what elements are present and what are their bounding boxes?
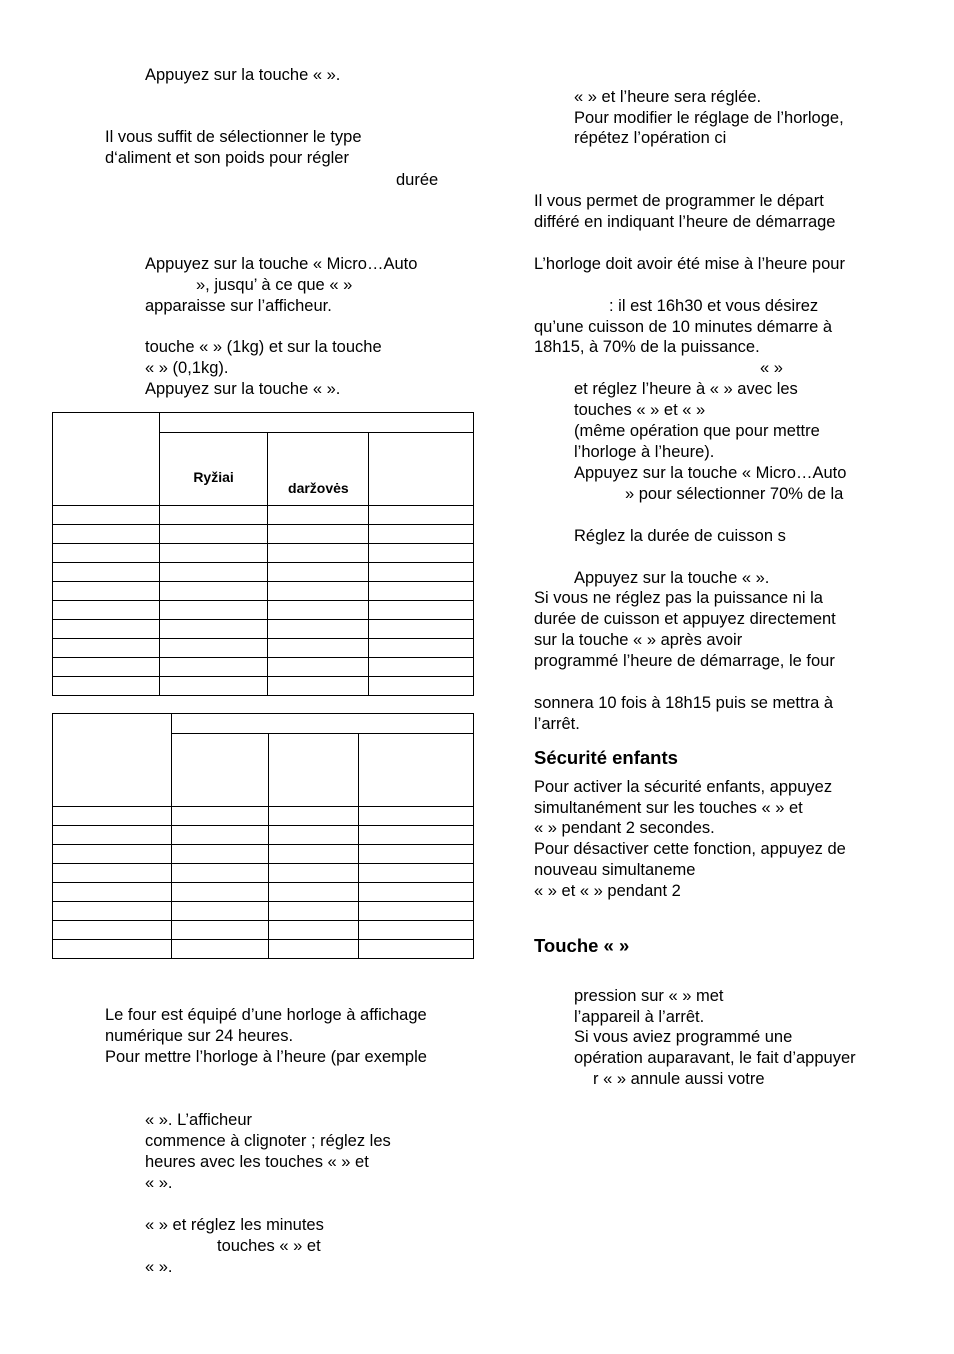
table-row xyxy=(53,921,474,940)
auto-step-1-line-3: apparaisse sur l’afficheur. xyxy=(145,297,332,315)
table-row xyxy=(53,883,474,902)
delay-example-line-3: 18h15, à 70% de la puissance. xyxy=(534,338,760,356)
stop-key-line-4: opération auparavant, le fait d’appuyer xyxy=(574,1049,856,1067)
column-header-vegetables: daržovės xyxy=(268,433,369,506)
delay-step-1-line-3: touches « » et « » xyxy=(574,401,706,419)
auto-cook-table-2 xyxy=(52,713,474,959)
clock-step-3-line-1: « » et l’heure sera réglée. xyxy=(574,88,762,106)
child-safety-line-5: nouveau simultaneme xyxy=(534,861,696,879)
table-header-cell xyxy=(53,413,160,506)
clock-step-1-line-3: heures avec les touches « » et xyxy=(145,1153,369,1171)
delay-note-2-line-2: durée de cuisson et appuyez directement xyxy=(534,610,836,628)
table-header-cell xyxy=(369,433,474,506)
delay-intro-line-1: Il vous permet de programmer le départ xyxy=(534,192,824,210)
instruction-press-key-1: Appuyez sur la touche « ». xyxy=(145,66,341,84)
auto-step-1-line-2: », jusqu’ à ce que « » xyxy=(196,276,353,294)
table-row xyxy=(53,544,474,563)
delay-step-2-line-2: » pour sélectionner 70% de la xyxy=(625,485,844,503)
clock-step-2-line-2: touches « » et xyxy=(217,1237,321,1255)
delay-step-1-line-5: l’horloge à l’heure). xyxy=(574,443,715,461)
clock-step-2-line-1: « » et réglez les minutes xyxy=(145,1216,324,1234)
delay-step-3: Réglez la durée de cuisson s xyxy=(574,527,786,545)
table-row xyxy=(53,639,474,658)
section-heading-stop-key: Touche « » xyxy=(534,935,630,956)
delay-example-line-2: qu’une cuisson de 10 minutes démarre à xyxy=(534,318,833,336)
stop-key-line-3: Si vous aviez programmé une xyxy=(574,1028,793,1046)
table-row xyxy=(53,902,474,921)
table-row xyxy=(53,864,474,883)
column-header-rice: Ryžiai xyxy=(159,433,268,506)
auto-step-2-line-2: « » (0,1kg). xyxy=(145,359,229,377)
child-safety-line-6: « » et « » pendant 2 xyxy=(534,882,681,900)
delay-note: L’horloge doit avoir été mise à l’heure pour xyxy=(534,255,845,273)
delay-example-line-1: : il est 16h30 et vous désirez xyxy=(609,297,819,315)
table-header-cell xyxy=(359,734,474,807)
clock-step-2-line-3: « ». xyxy=(145,1258,173,1276)
table-row xyxy=(53,826,474,845)
clock-step-3-line-2: Pour modifier le réglage de l’horloge, xyxy=(574,109,844,127)
table-row xyxy=(53,807,474,826)
table-row xyxy=(53,940,474,959)
child-safety-line-4: Pour désactiver cette fonction, appuyez de xyxy=(534,840,846,858)
delay-step-1-line-2: et réglez l’heure à « » avec les xyxy=(574,380,798,398)
table-header-cell xyxy=(171,714,473,734)
table-row xyxy=(53,601,474,620)
auto-step-2-line-3: Appuyez sur la touche « ». xyxy=(145,380,341,398)
stop-key-line-2: l’appareil à l’arrêt. xyxy=(574,1008,705,1026)
clock-step-1-line-4: « ». xyxy=(145,1174,173,1192)
auto-cook-table-1 xyxy=(52,412,474,696)
delay-step-1-line-4: (même opération que pour mettre xyxy=(574,422,820,440)
table-row xyxy=(53,525,474,544)
child-safety-line-3: « » pendant 2 secondes. xyxy=(534,819,715,837)
table-row xyxy=(53,620,474,639)
table-header-cell xyxy=(53,714,172,807)
clock-step-3-line-3: répétez l’opération ci xyxy=(574,129,727,147)
stop-key-line-1: pression sur « » met xyxy=(574,987,724,1005)
child-safety-line-2: simultanément sur les touches « » et xyxy=(534,799,803,817)
delay-step-2-line-1: Appuyez sur la touche « Micro…Auto xyxy=(574,464,847,482)
delay-note-3-line-1: sonnera 10 fois à 18h15 puis se mettra à xyxy=(534,694,834,712)
child-safety-line-1: Pour activer la sécurité enfants, appuyez xyxy=(534,778,833,796)
delay-step-1-line-1: « » xyxy=(760,359,783,377)
clock-step-1-line-2: commence à clignoter ; réglez les xyxy=(145,1132,391,1150)
clock-intro-line-1: Le four est équipé d’une horloge à affichage xyxy=(105,1006,427,1024)
table-row xyxy=(53,506,474,525)
table-row xyxy=(53,677,474,696)
table-header-cell xyxy=(269,734,359,807)
section-heading-child-safety: Sécurité enfants xyxy=(534,747,678,768)
delay-note-2-line-3: sur la touche « » après avoir xyxy=(534,631,743,649)
delay-note-2-line-1: Si vous ne réglez pas la puissance ni la xyxy=(534,589,823,607)
clock-intro-line-3: Pour mettre l’horloge à l’heure (par exemple xyxy=(105,1048,427,1066)
table-header-cell xyxy=(171,734,269,807)
table-row xyxy=(53,845,474,864)
auto-cook-intro-line-3: durée xyxy=(396,171,439,189)
auto-step-1-line-1: Appuyez sur la touche « Micro…Auto xyxy=(145,255,418,273)
delay-note-3-line-2: l’arrêt. xyxy=(534,715,580,733)
delay-note-2-line-4: programmé l’heure de démarrage, le four xyxy=(534,652,835,670)
auto-cook-intro-line-2: d‘aliment et son poids pour régler xyxy=(105,149,349,167)
table-row xyxy=(53,658,474,677)
stop-key-line-5: r « » annule aussi votre xyxy=(593,1070,765,1088)
clock-step-1-line-1: « ». L’afficheur xyxy=(145,1111,253,1129)
delay-intro-line-2: différé en indiquant l’heure de démarrage xyxy=(534,213,836,231)
table-row xyxy=(53,582,474,601)
delay-step-4: Appuyez sur la touche « ». xyxy=(574,569,770,587)
auto-cook-intro-line-1: Il vous suffit de sélectionner le type xyxy=(105,128,362,146)
table-row xyxy=(53,563,474,582)
table-header-cell xyxy=(159,413,473,433)
clock-intro-line-2: numérique sur 24 heures. xyxy=(105,1027,294,1045)
auto-step-2-line-1: touche « » (1kg) et sur la touche xyxy=(145,338,382,356)
